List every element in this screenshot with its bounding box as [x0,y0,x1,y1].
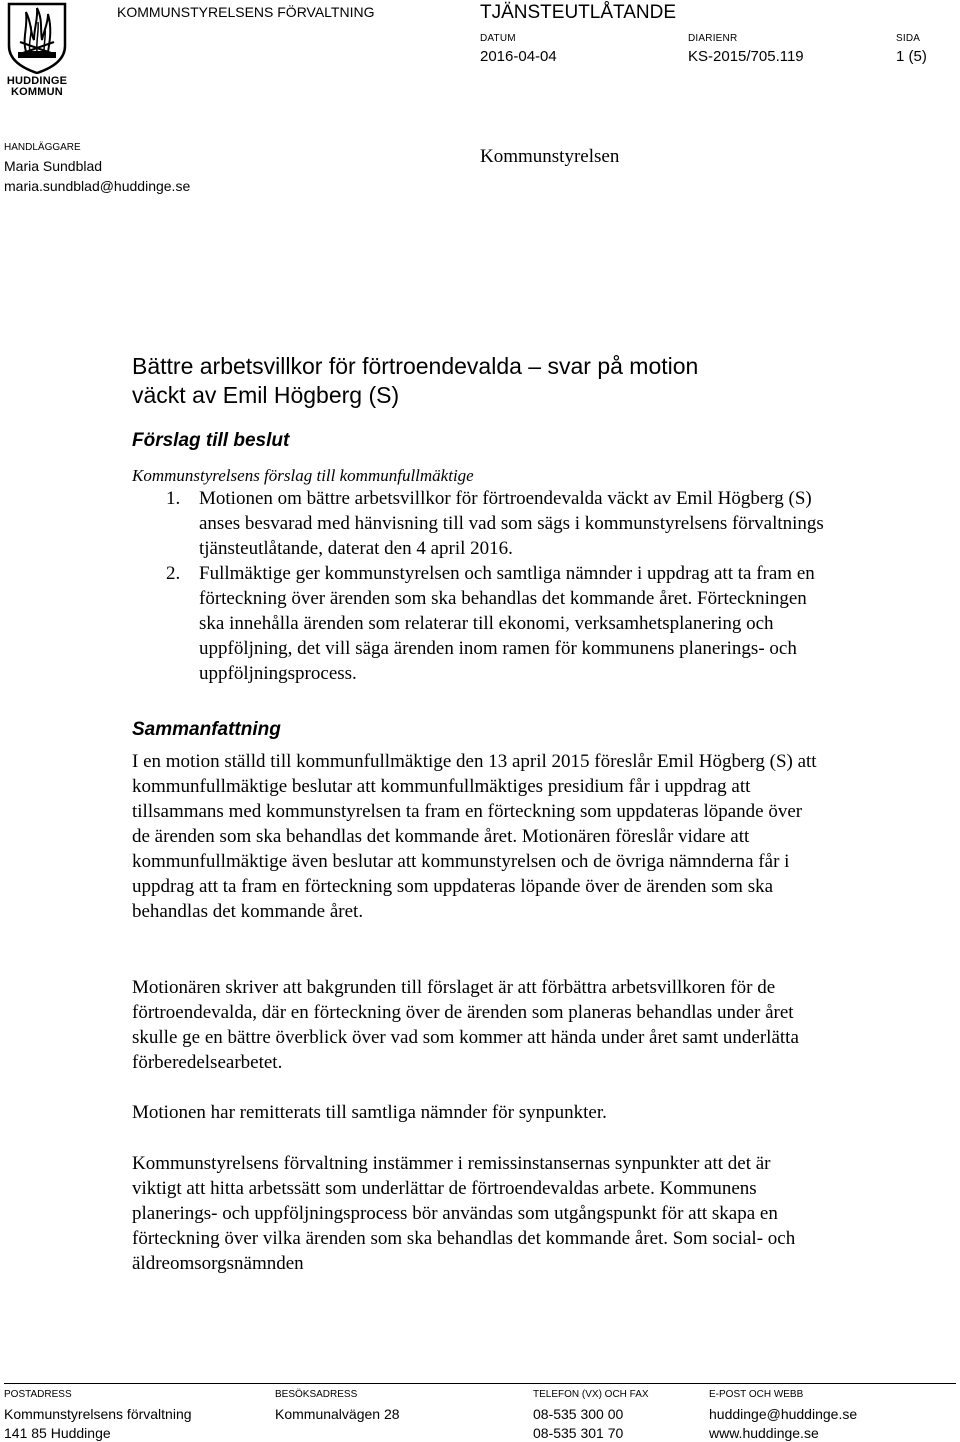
summary-heading: Sammanfattning [132,719,281,740]
footer-web-label: E-POST OCH WEBB [709,1389,804,1400]
organization-name: KOMMUNSTYRELSENS FÖRVALTNING [117,4,375,20]
handler-email[interactable]: maria.sundblad@huddinge.se [4,178,191,194]
handler-label: HANDLÄGGARE [4,142,81,153]
date-label: DATUM [480,33,516,44]
footer-postal-line-1: Kommunstyrelsens förvaltning [4,1406,192,1422]
summary-paragraph-2: Motionären skriver att bakgrunden till förslaget är att förbättra arbetsvillkoren för de förtroendevalda, där en förteckning över de ärenden som planeras behandlas under året skulle ge en bättre överblick över vad som kommer att hända under året samt underlätta förberedelsearbetet. [132,977,799,1073]
proposal-subheading: Kommunstyrelsens förslag till kommunfullmäktige [132,466,474,485]
decision-item [132,561,832,686]
footer-postal-label: POSTADRESS [4,1389,72,1400]
footer-phone-label: TELEFON (VX) OCH FAX [533,1389,649,1400]
summary-paragraph-4: Kommunstyrelsens förvaltning instämmer i remissinstansernas synpunkter att det är viktigt att hitta arbetssätt som underlättar de förtroendevaldas arbete. Kommunens planerings- och uppföljningsprocess bör användas som utgångspunkt för att skapa en förteckning över vilka ärenden som ska behandlas det kommande året. Som social- och äldreomsorgsnämnden [132,1153,796,1274]
footer-divider [4,1383,956,1384]
diarie-value: KS-2015/705.119 [688,48,804,65]
title-line-2: väckt av Emil Högberg (S) [132,382,400,408]
decision-list [132,486,832,686]
footer-phone: 08-535 300 00 [533,1406,624,1422]
decision-item-text: Motionen om bättre arbetsvillkor för förtroendevalda väckt av Emil Högberg (S) anses besvarad med hänvisning till vad som sägs i kommunstyrelsens förvaltnings tjänsteutlåtande, daterat den 4 april 2016. [199,488,824,559]
decision-item [132,486,832,561]
footer-email[interactable]: huddinge@huddinge.se [709,1406,858,1422]
footer-visit-label: BESÖKSADRESS [275,1389,358,1400]
summary-paragraph-1: I en motion ställd till kommunfullmäktige den 13 april 2015 föreslår Emil Högberg (S) att kommunfullmäktige beslutar att kommunfullmäktiges presidium får i uppdrag att tillsammans med kommunstyrelsen ta fram en förteckning som uppdateras löpande över de ärenden som ska behandlas det kommande året. Motionären föreslår vidare att kommunfullmäktige även beslutar att kommunstyrelsen och de övriga nämnderna får i uppdrag att ta fram en förteckning som uppdateras löpande över de ärenden som ska behandlas det kommande året. [132,751,817,922]
title-line-1: Bättre arbetsvillkor för förtroendevalda – svar på motion [132,353,699,379]
document-title [132,352,832,410]
decision-item-number: 1. [166,488,181,509]
footer-visit-line-1: Kommunalvägen 28 [275,1406,400,1422]
municipality-logo [6,2,68,102]
recipient: Kommunstyrelsen [480,146,620,167]
proposal-heading: Förslag till beslut [132,430,290,451]
decision-item-text: Fullmäktige ger kommunstyrelsen och samtliga nämnder i uppdrag att ta fram en förteckning över ärenden som ska behandlas det kommande året. Förteckningen ska innehålla ärenden som relaterar till ekonomi, verksamhetsplanering och uppföljning, det vill säga ärenden inom ramen för kommunens planerings- och uppföljningsprocess. [199,563,815,684]
footer-fax: 08-535 301 70 [533,1425,624,1441]
logo-text-huddinge: HUDDINGE [6,75,68,87]
logo-text-kommun: KOMMUN [11,86,63,98]
document-type: TJÄNSTEUTLÅTANDE [480,2,677,23]
page-number: 1 (5) [896,48,927,65]
diarie-label: DIARIENR [688,33,738,44]
decision-item-number: 2. [166,563,181,584]
coat-of-arms-icon [6,2,68,74]
footer-postal-line-2: 141 85 Huddinge [4,1425,111,1441]
footer-web[interactable]: www.huddinge.se [709,1425,819,1441]
page-label: SIDA [896,33,921,44]
handler-name: Maria Sundblad [4,158,103,174]
date-value: 2016-04-04 [480,48,557,65]
summary-paragraph-3: Motionen har remitterats till samtliga nämnder för synpunkter. [132,1102,607,1123]
